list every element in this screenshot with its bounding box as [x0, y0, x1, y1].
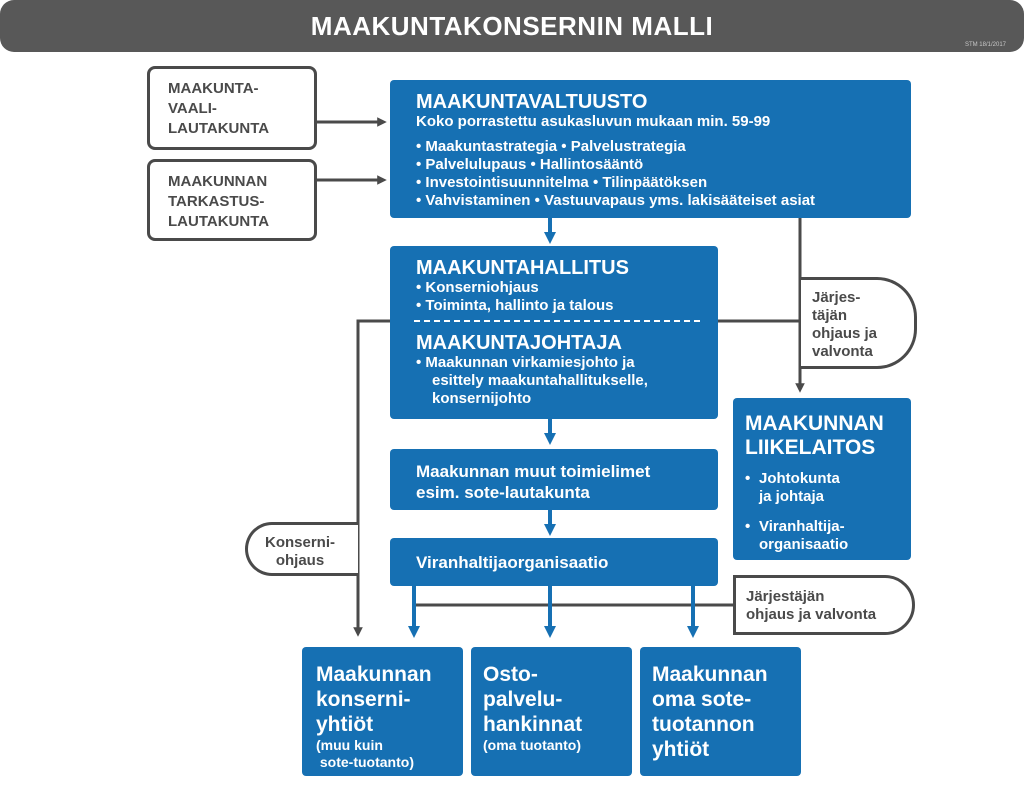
jarjestajan-side-line: ohjaus ja: [812, 325, 878, 342]
jarjestajan-bottom-label: [733, 575, 915, 635]
document-code: STM 18/1/2017: [964, 42, 1006, 48]
muut-toimielimet-box: [390, 449, 718, 510]
konserniyhtiot-line: konserni-: [316, 688, 411, 711]
liikelaitos-item: [745, 470, 911, 506]
vaalilautakunta-line-1: MAAKUNTA-: [168, 80, 259, 97]
muut-toimielimet-line-2: esim. sote-lautakunta: [416, 483, 590, 502]
maakuntahallitus-title: MAAKUNTAHALLITUS: [416, 257, 629, 279]
konserniyhtiot-line: yhtiöt: [316, 713, 374, 736]
jarjestajan-side-line: täjän: [812, 307, 848, 324]
viranhaltijaorganisaatio-box: [390, 538, 718, 586]
johtaja-item: • Maakunnan virkamiesjohto ja: [416, 354, 635, 371]
sote-yhtiot-line: oma sote-: [652, 688, 752, 711]
bullet-icon: •: [745, 470, 751, 487]
jarjestajan-bottom-line: Järjestäjän: [746, 588, 825, 605]
sote-yhtiot-line: Maakunnan: [652, 663, 768, 686]
section-divider: [414, 320, 700, 322]
sote-yhtiot-line: yhtiöt: [652, 738, 710, 761]
konserniyhtiot-note: (muu kuin: [316, 737, 383, 753]
maakuntajohtaja-section: [416, 332, 648, 408]
tarkastuslautakunta-line-2: TARKASTUS-: [168, 193, 265, 210]
maakuntavaltuusto-subtitle: Koko porrastettu asukasluvun mukaan min. 59-99: [416, 113, 771, 130]
konserniohjaus-label: [245, 522, 358, 576]
tarkastuslautakunta-box: [147, 159, 317, 241]
viranhaltijaorganisaatio-label: Viranhaltijaorganisaatio: [416, 553, 609, 572]
liikelaitos-title-1: MAAKUNNAN: [745, 412, 884, 435]
liikelaitos-item-line: ja johtaja: [759, 488, 825, 505]
valtuusto-item: • Investointisuunnitelma • Tilinpäätöksen: [416, 174, 708, 191]
tarkastuslautakunta-line-3: LAUTAKUNTA: [168, 213, 270, 230]
ostopalvelu-line: hankinnat: [483, 713, 583, 736]
johtaja-item: esittely maakuntahallitukselle,: [432, 372, 648, 389]
maakuntavaltuusto-box: [390, 80, 911, 218]
tarkastuslautakunta-line-1: MAAKUNNAN: [168, 173, 268, 190]
valtuusto-item: • Maakuntastrategia • Palvelustrategia: [416, 138, 686, 155]
jarjestajan-side-line: valvonta: [812, 343, 873, 360]
liikelaitos-box: [733, 398, 911, 560]
hallitus-item: • Konserniohjaus: [416, 279, 539, 296]
johtaja-item: konsernijohto: [432, 390, 532, 407]
konserniyhtiot-box: [302, 647, 463, 776]
liikelaitos-title-2: LIIKELAITOS: [745, 436, 876, 459]
ostopalveluhankinnat-box: [471, 647, 632, 776]
sote-yhtiot-box: [640, 647, 801, 776]
jarjestajan-side-line: Järjes-: [812, 289, 861, 306]
liikelaitos-item-line: organisaatio: [759, 536, 849, 553]
konserniyhtiot-line: Maakunnan: [316, 663, 432, 686]
ostopalvelu-line: palvelu-: [483, 688, 563, 711]
hallitus-item: • Toiminta, hallinto ja talous: [416, 297, 614, 314]
liikelaitos-item-line: Johtokunta: [759, 470, 840, 487]
konserniohjaus-line: Konserni-: [264, 534, 335, 551]
konserniyhtiot-note: sote-tuotanto): [316, 754, 414, 770]
vaalilautakunta-line-2: VAALI-: [168, 100, 217, 117]
sote-yhtiot-line: tuotannon: [652, 713, 755, 736]
page-title: MAAKUNTAKONSERNIN MALLI: [310, 11, 714, 41]
jarjestajan-side-label: [801, 277, 917, 369]
konserniohjaus-line: [358, 321, 390, 632]
liikelaitos-item-line: Viranhaltija-: [759, 518, 845, 535]
maakuntahallitus-section: [416, 257, 629, 315]
maakuntajohtaja-title: MAAKUNTAJOHTAJA: [416, 332, 622, 354]
muut-toimielimet-line-1: Maakunnan muut toimielimet: [416, 462, 651, 481]
maakuntavaltuusto-title: MAAKUNTAVALTUUSTO: [416, 91, 648, 113]
hallitus-johtaja-box: [390, 246, 718, 419]
konserniohjaus-line: ohjaus: [275, 552, 325, 569]
vaalilautakunta-box: [147, 66, 317, 150]
maakuntavaltuusto-items: [416, 138, 911, 210]
jarjestajan-bottom-line: ohjaus ja valvonta: [746, 606, 877, 623]
ostopalvelu-note: (oma tuotanto): [483, 737, 581, 753]
valtuusto-item: • Palvelulupaus • Hallintosääntö: [416, 156, 644, 173]
liikelaitos-item: [745, 518, 911, 554]
ostopalvelu-line: Osto-: [483, 663, 538, 686]
bullet-icon: •: [745, 518, 751, 535]
valtuusto-item: • Vahvistaminen • Vastuuvapaus yms. lakisääteiset asiat: [416, 192, 816, 209]
vaalilautakunta-line-3: LAUTAKUNTA: [168, 120, 270, 137]
